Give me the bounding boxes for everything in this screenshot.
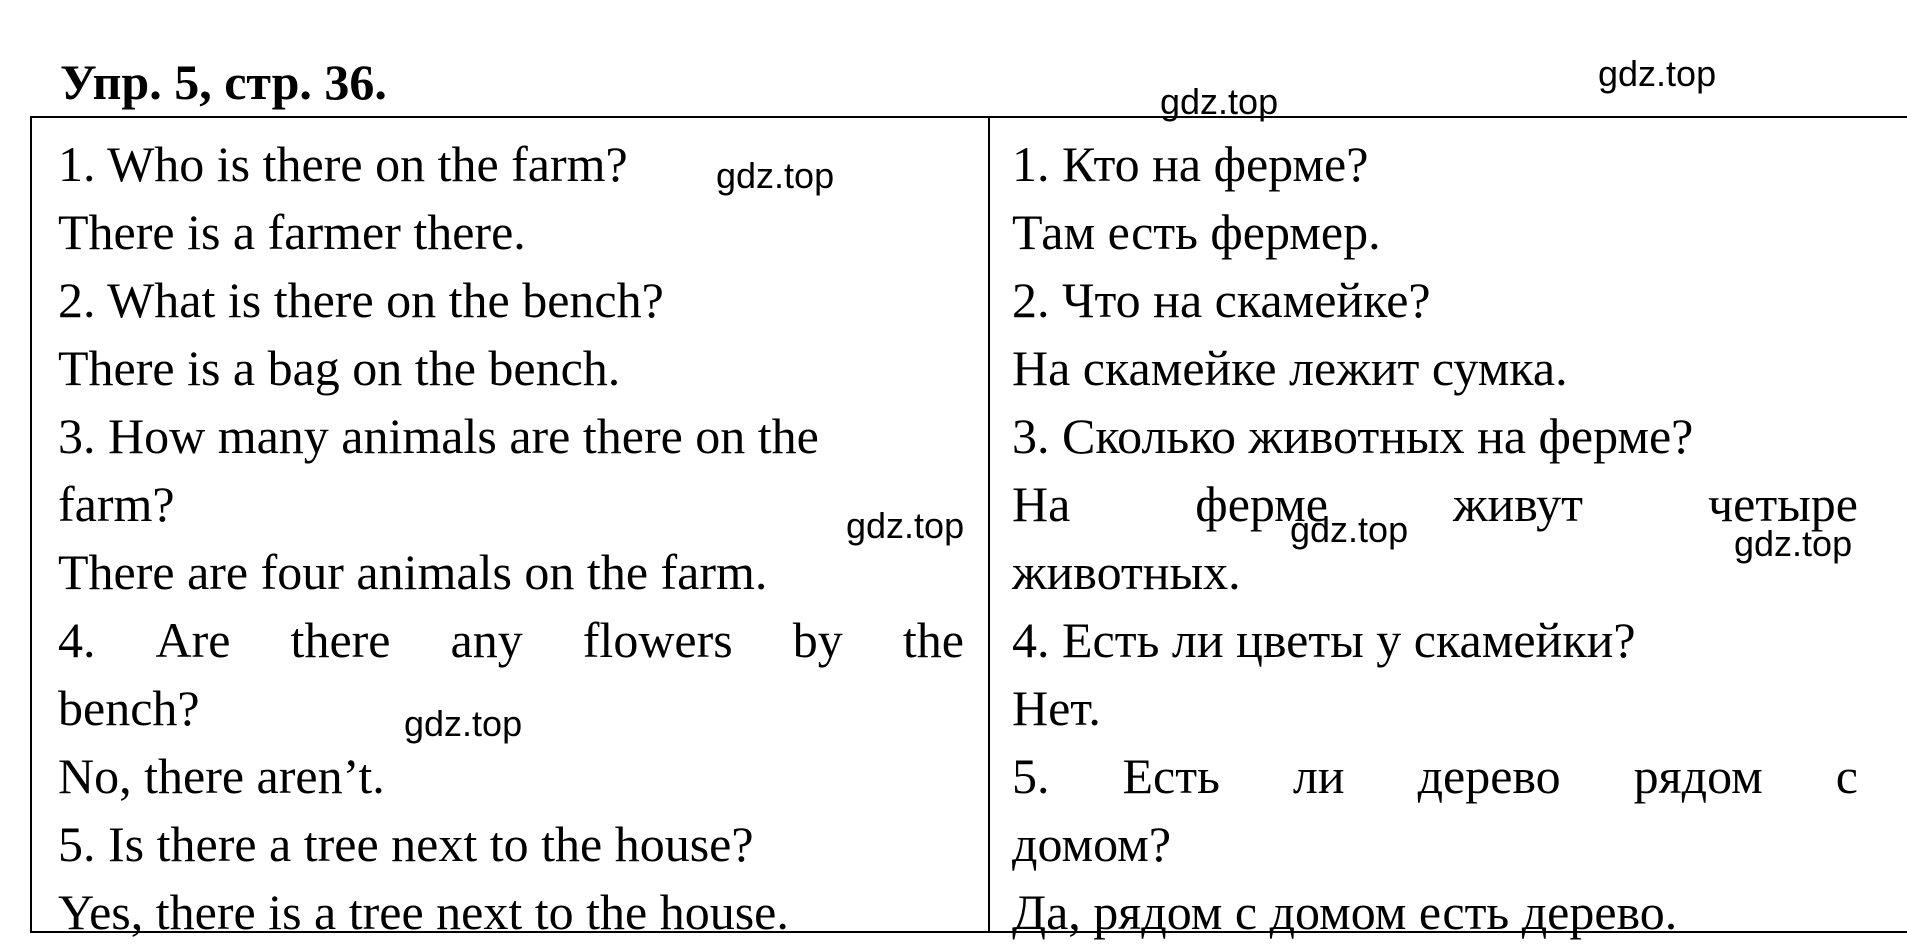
text-line: На скамейке лежит сумка. — [1012, 340, 1568, 396]
word: ферме — [1195, 476, 1328, 532]
text-line: farm? — [58, 476, 175, 532]
text-line: No, there aren’t. — [58, 748, 385, 804]
watermark: gdz.top — [1598, 53, 1717, 94]
watermark: gdz.top — [1290, 509, 1409, 550]
word: 4. — [58, 612, 96, 668]
word: Are — [155, 612, 231, 668]
word: any — [450, 612, 523, 668]
text-line: 2. What is there on the bench? — [58, 272, 664, 328]
text-line: Там есть фермер. — [1012, 204, 1381, 260]
text-line: 4. Есть ли цветы у скамейки? — [1012, 612, 1636, 668]
word: четыре — [1708, 476, 1858, 532]
text-line: There is a bag on the bench. — [58, 340, 621, 396]
text-line: 2. Что на скамейке? — [1012, 272, 1431, 328]
watermark: gdz.top — [404, 703, 523, 744]
text-line-justified — [1012, 742, 1858, 810]
text-line: 1. Who is there on the farm? — [58, 136, 628, 192]
text-line: животных. — [1012, 544, 1241, 600]
text-line: Нет. — [1012, 680, 1101, 736]
word: there — [290, 612, 391, 668]
text-line: There is a farmer there. — [58, 204, 526, 260]
watermark: gdz.top — [1734, 523, 1853, 564]
word: На — [1012, 476, 1071, 532]
word: дерево — [1417, 748, 1561, 804]
word: рядом — [1633, 748, 1763, 804]
text-line-justified — [58, 606, 964, 674]
watermark: gdz.top — [716, 155, 835, 196]
word: Есть — [1122, 748, 1220, 804]
watermark: gdz.top — [1160, 81, 1279, 122]
text-line: 1. Кто на ферме? — [1012, 136, 1369, 192]
text-line-justified — [1012, 470, 1858, 538]
text-line: 3. How many animals are there on the — [58, 408, 819, 464]
word: flowers — [582, 612, 733, 668]
text-line: 3. Сколько животных на ферме? — [1012, 408, 1694, 464]
text-line: 5. Is there a tree next to the house? — [58, 816, 754, 872]
word: 5. — [1012, 748, 1050, 804]
text-line: Yes, there is a tree next to the house. — [58, 884, 789, 940]
exercise-title: Упр. 5, стр. 36. — [60, 54, 387, 110]
word: живут — [1452, 476, 1584, 532]
answer-table — [30, 116, 1907, 940]
word: by — [792, 612, 843, 668]
word: ли — [1292, 748, 1345, 804]
watermark: gdz.top — [846, 505, 965, 546]
text-line: Да, рядом с домом есть дерево. — [1012, 884, 1678, 940]
text-line: домом? — [1012, 816, 1172, 872]
text-line: bench? — [58, 680, 200, 736]
text-line: There are four animals on the farm. — [58, 544, 768, 600]
word: с — [1835, 748, 1858, 804]
word: the — [902, 612, 964, 668]
